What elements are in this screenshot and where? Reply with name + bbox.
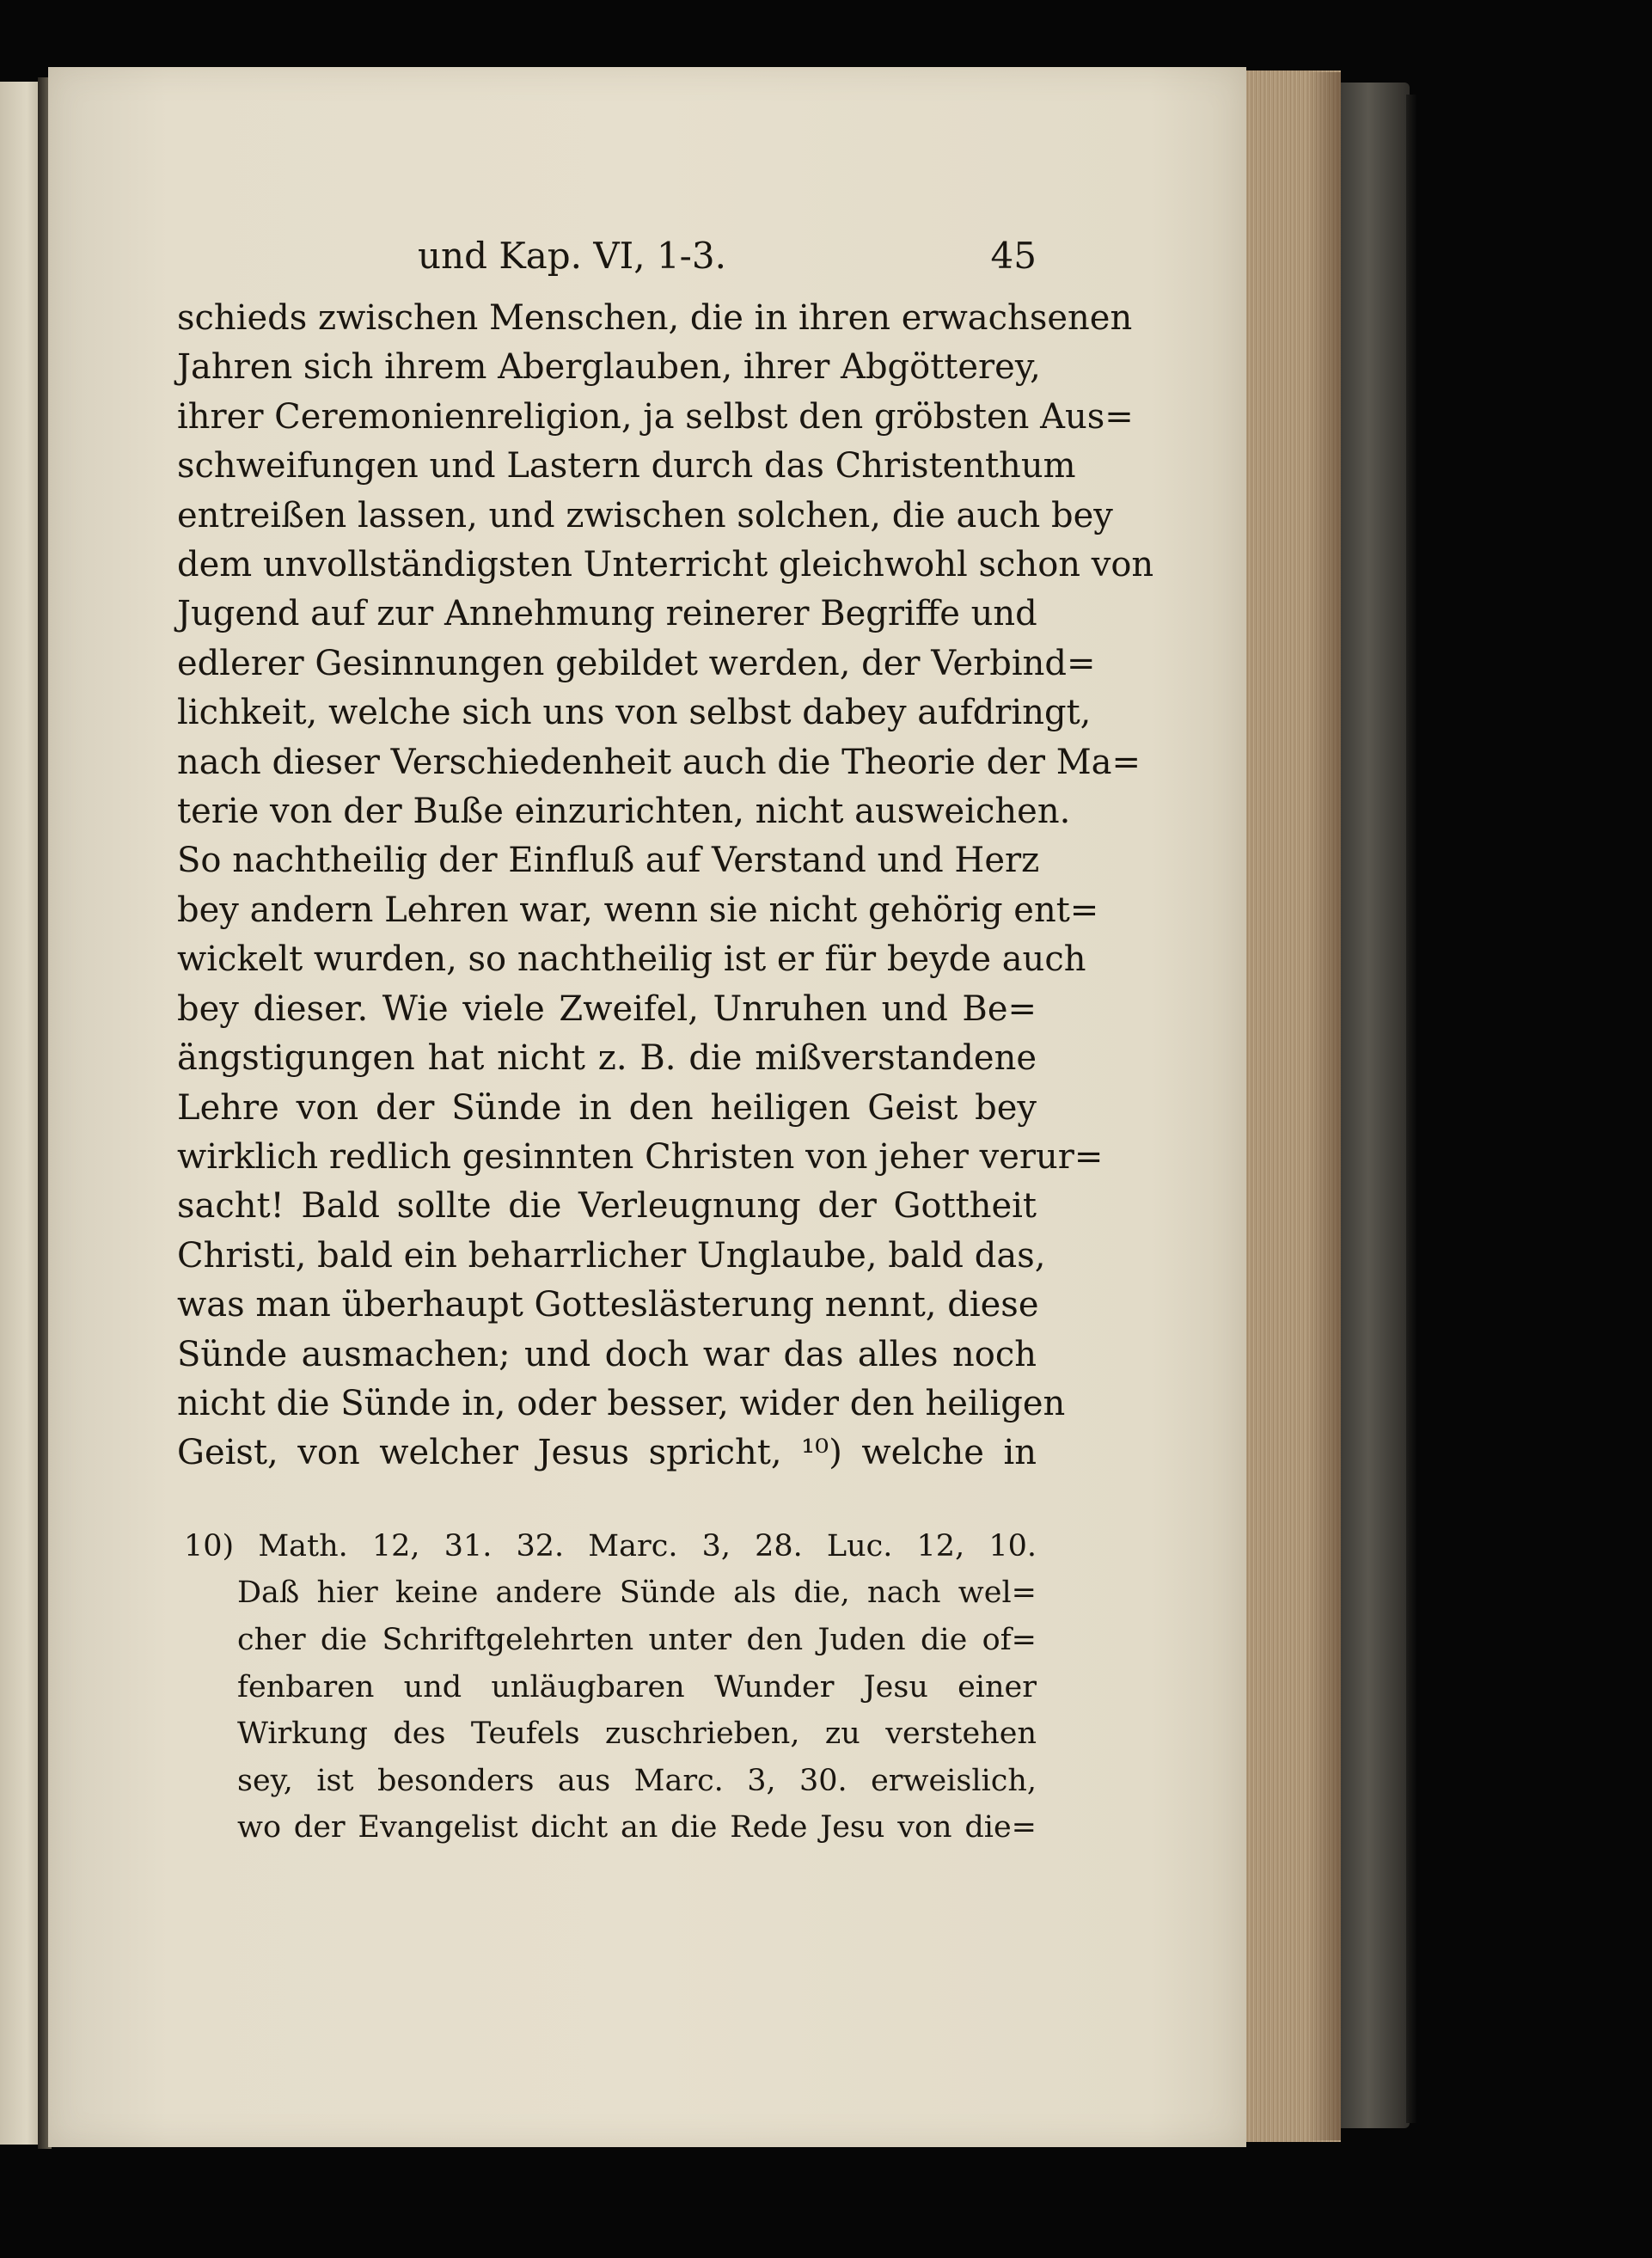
body-line: wickelt wurden, so nachtheilig ist er für beyde auch bbox=[177, 939, 1086, 980]
body-line: was man überhaupt Gotteslästerung nennt, diese bbox=[177, 1285, 1039, 1325]
body-line: Christi, bald ein beharrlicher Unglaube, bald das, bbox=[177, 1235, 1046, 1276]
body-line: entreißen lassen, und zwischen solchen, die auch bey bbox=[177, 495, 1113, 535]
footnote-line: fenbaren und unläugbaren Wunder Jesu einer bbox=[237, 1669, 1037, 1704]
body-line: bey andern Lehren war, wenn sie nicht gehörig ent= bbox=[177, 890, 1099, 930]
footnote-line: 10) Math. 12, 31. 32. Marc. 3, 28. Luc. 12, 10. bbox=[184, 1528, 1037, 1563]
body-line: Jugend auf zur Annehmung reinerer Begriffe und bbox=[177, 594, 1037, 634]
footnote-line: cher die Schriftgelehrten unter den Juden die of= bbox=[237, 1622, 1037, 1657]
body-line: dem unvollständigsten Unterricht gleichwohl schon von bbox=[177, 545, 1154, 585]
body-line: edlerer Gesinnungen gebildet werden, der Verbind= bbox=[177, 643, 1096, 683]
body-line: wirklich redlich gesinnten Christen von jeher verur= bbox=[177, 1136, 1104, 1177]
footnote-line: sey, ist besonders aus Marc. 3, 30. erweislich, bbox=[237, 1763, 1037, 1798]
footnote-line: Wirkung des Teufels zuschrieben, zu verstehen bbox=[237, 1716, 1037, 1752]
body-line: ängstigungen hat nicht z. B. die mißverstandene bbox=[177, 1038, 1037, 1079]
body-line: nach dieser Verschiedenheit auch die Theorie der Ma= bbox=[177, 742, 1141, 782]
body-line: bey dieser. Wie viele Zweifel, Unruhen und Be= bbox=[177, 988, 1037, 1029]
body-line: ihrer Ceremonienreligion, ja selbst den gröbsten Aus= bbox=[177, 396, 1134, 437]
body-text bbox=[177, 294, 1154, 1478]
footnote-line: Daß hier keine andere Sünde als die, nach wel= bbox=[237, 1576, 1037, 1611]
book-cover bbox=[1341, 83, 1410, 2128]
body-line: lichkeit, welche sich uns von selbst dabey aufdringt, bbox=[177, 693, 1092, 733]
body-line: terie von der Buße einzurichten, nicht ausweichen. bbox=[177, 792, 1071, 832]
page-edges-shadow bbox=[1306, 72, 1341, 2140]
body-line: sacht! Bald sollte die Verleugnung der Gottheit bbox=[177, 1186, 1037, 1227]
body-line: nicht die Sünde in, oder besser, wider den heiligen bbox=[177, 1383, 1066, 1423]
body-line: Jahren sich ihrem Aberglauben, ihrer Abgötterey, bbox=[177, 347, 1041, 388]
running-head bbox=[177, 230, 1037, 282]
book-cover-edge bbox=[1406, 95, 1416, 2123]
body-line: schweifungen und Lastern durch das Christenthum bbox=[177, 446, 1076, 486]
page-number: 45 bbox=[990, 235, 1037, 277]
footnote-line: wo der Evangelist dicht an die Rede Jesu von die= bbox=[237, 1810, 1037, 1845]
book-page bbox=[48, 67, 1246, 2147]
body-line: Lehre von der Sünde in den heiligen Geist bey bbox=[177, 1087, 1037, 1128]
body-line: Geist, von welcher Jesus spricht, ¹⁰) welche in bbox=[177, 1433, 1037, 1473]
body-line: schieds zwischen Menschen, die in ihren erwachsenen bbox=[177, 298, 1133, 338]
text-block bbox=[177, 230, 1154, 1851]
body-line: So nachtheilig der Einfluß auf Verstand und Herz bbox=[177, 841, 1040, 881]
body-line: Sünde ausmachen; und doch war das alles noch bbox=[177, 1334, 1037, 1374]
running-head-title: und Kap. VI, 1-3. bbox=[418, 235, 726, 277]
footnote bbox=[177, 1523, 1037, 1851]
